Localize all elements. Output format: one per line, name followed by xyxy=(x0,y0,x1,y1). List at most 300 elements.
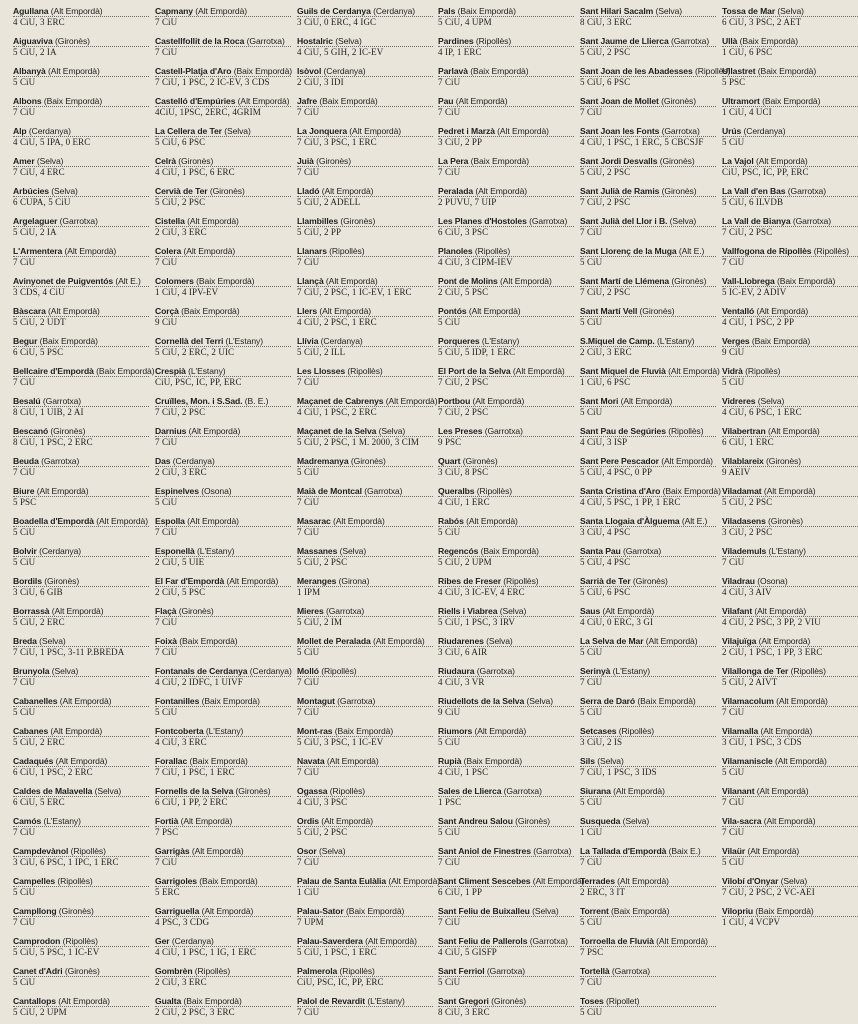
municipality-heading xyxy=(580,336,716,347)
municipality-heading xyxy=(13,246,149,257)
seat-results: 5 CiU, 2 ILL xyxy=(297,347,346,357)
municipality-entry xyxy=(13,514,149,544)
municipality-heading xyxy=(297,336,433,347)
municipality-name: Das xyxy=(155,456,171,466)
municipality-heading xyxy=(155,486,291,497)
municipality-name: Serra de Daró xyxy=(580,696,636,706)
municipality-entry xyxy=(722,94,858,124)
comarca-label: (Garrotxa) xyxy=(670,36,710,46)
municipality-name: Viladamat xyxy=(722,486,762,496)
comarca-label: (Alt Empordà) xyxy=(59,696,112,706)
municipality-name: Sant Pau de Segúries xyxy=(580,426,666,436)
municipality-name: Mieres xyxy=(297,606,324,616)
municipality-name: Castellfollit de la Roca xyxy=(155,36,245,46)
comarca-label: (Garrotxa) xyxy=(246,36,285,46)
municipality-entry xyxy=(155,334,291,364)
municipality-name: Tossa de Mar xyxy=(722,6,776,16)
municipality-heading xyxy=(580,276,716,287)
municipality-entry xyxy=(297,664,433,694)
municipality-name: Sant Jaume de Llierca xyxy=(580,36,669,46)
municipality-entry xyxy=(580,154,716,184)
municipality-entry xyxy=(722,64,858,94)
municipality-name: El Port de la Selva xyxy=(438,366,511,376)
municipality-heading xyxy=(722,426,858,437)
seat-results: 5 CiU, 2 UPM xyxy=(438,557,492,567)
comarca-label: (Gironès) xyxy=(491,996,527,1006)
seat-results: 7 CiU xyxy=(722,557,745,567)
comarca-label: (Gironès) xyxy=(462,456,498,466)
municipality-heading xyxy=(438,126,574,137)
seat-results: 7 CiU xyxy=(438,77,461,87)
seat-results: 4 CiU, 3 ERC xyxy=(13,17,65,27)
comarca-label: (Selva) xyxy=(378,426,406,436)
municipality-name: Boadella d'Empordà xyxy=(13,516,94,526)
municipality-name: Fornells de la Selva xyxy=(155,786,234,796)
municipality-entry xyxy=(580,64,731,94)
comarca-label: (Baix E.) xyxy=(668,846,701,856)
municipality-name: Massanes xyxy=(297,546,338,556)
municipality-heading xyxy=(438,6,574,17)
municipality-name: Fontanilles xyxy=(155,696,200,706)
municipality-entry xyxy=(580,334,716,364)
municipality-name: Parlavà xyxy=(438,66,468,76)
municipality-name: Camprodon xyxy=(13,936,61,946)
municipality-name: La Pera xyxy=(438,156,469,166)
comarca-label: (Alt Empordà) xyxy=(500,276,552,286)
municipality-heading xyxy=(722,6,858,17)
comarca-label: (Cerdanya) xyxy=(320,336,363,346)
comarca-label: (Gironès) xyxy=(58,906,94,916)
municipality-heading xyxy=(438,186,574,197)
municipality-heading xyxy=(155,966,291,977)
municipality-name: Ribes de Freser xyxy=(438,576,501,586)
seat-results: 5 CiU xyxy=(438,317,461,327)
seat-results: 5 CiU, 2 PP xyxy=(297,227,342,237)
municipality-entry xyxy=(438,784,574,814)
municipality-name: Cervià de Ter xyxy=(155,186,208,196)
municipality-name: Vilamaniscle xyxy=(722,756,773,766)
municipality-name: Santa Pau xyxy=(580,546,621,556)
comarca-label: (Ripollès) xyxy=(329,246,365,256)
comarca-label: (Baix Empordà) xyxy=(637,696,696,706)
seat-results: 4 CiU, 3 ISP xyxy=(580,437,628,447)
municipality-heading xyxy=(580,576,716,587)
comarca-label: (Alt Empordà) xyxy=(187,216,239,226)
municipality-entry xyxy=(155,904,291,934)
comarca-label: (Alt Empordà) xyxy=(775,756,827,766)
municipality-entry xyxy=(297,154,433,184)
municipality-entry xyxy=(297,964,433,994)
municipality-name: Quart xyxy=(438,456,461,466)
comarca-label: (Selva) xyxy=(532,906,559,916)
seat-results: 6 CiU, 3 PSC xyxy=(438,227,489,237)
municipality-name: Saus xyxy=(580,606,601,616)
municipality-heading xyxy=(13,906,149,917)
municipality-heading xyxy=(155,696,291,707)
seat-results: 7 CiU xyxy=(297,377,320,387)
comarca-label: (Alt Empordà) xyxy=(388,876,441,886)
municipality-entry xyxy=(13,274,149,304)
seat-results: 7 CiU xyxy=(297,497,320,507)
municipality-heading xyxy=(722,666,858,677)
municipality-heading xyxy=(13,726,149,737)
municipality-heading xyxy=(438,876,585,887)
comarca-label: (Alt Empordà) xyxy=(321,186,374,196)
municipality-name: Pals xyxy=(438,6,456,16)
municipality-entry xyxy=(722,304,858,334)
municipality-name: La Vall de Bianya xyxy=(722,216,791,226)
comarca-label: (Alt Empordà) xyxy=(455,96,508,106)
municipality-heading xyxy=(580,996,716,1007)
municipality-name: Susqueda xyxy=(580,816,621,826)
comarca-label: (Alt Empordà) xyxy=(180,816,233,826)
municipality-entry xyxy=(580,904,716,934)
municipality-name: Vilablareix xyxy=(722,456,764,466)
comarca-label: (Alt E.) xyxy=(115,276,141,286)
comarca-label: (Gironès) xyxy=(661,96,697,106)
municipality-name: Ordis xyxy=(297,816,319,826)
municipality-entry xyxy=(722,124,858,154)
municipality-heading xyxy=(438,96,574,107)
seat-results: 1 CiU, 6 PSC xyxy=(580,377,631,387)
municipality-heading xyxy=(580,36,716,47)
comarca-label: (Alt Empordà) xyxy=(326,756,379,766)
seat-results: 7 CiU xyxy=(580,107,603,117)
seat-results: 7 CiU xyxy=(438,107,461,117)
municipality-name: Albanyà xyxy=(13,66,46,76)
seat-results: 5 CiU, 6 PSC xyxy=(580,587,631,597)
comarca-label: (Gironès) xyxy=(659,156,695,166)
municipality-entry xyxy=(438,154,574,184)
municipality-entry xyxy=(155,724,291,754)
seat-results: 5 CiU, 5 PSC, 1 IC-EV xyxy=(13,947,100,957)
municipality-entry xyxy=(580,214,716,244)
municipality-entry xyxy=(438,4,574,34)
municipality-entry xyxy=(13,814,149,844)
comarca-label: (Alt Empordà) xyxy=(620,396,673,406)
comarca-label: (Alt Empordà) xyxy=(64,246,117,256)
municipality-entry xyxy=(580,4,716,34)
seat-results: 5 CiU xyxy=(13,557,36,567)
municipality-entry xyxy=(580,604,716,634)
comarca-label: (Gironès) xyxy=(632,576,668,586)
municipality-heading xyxy=(722,36,858,47)
municipality-heading xyxy=(438,786,574,797)
municipality-heading xyxy=(155,786,291,797)
municipality-name: Espolla xyxy=(155,516,185,526)
comarca-label: (Ripollès) xyxy=(57,876,93,886)
municipality-name: Vilaür xyxy=(722,846,746,856)
municipality-name: Biure xyxy=(13,486,35,496)
municipality-entry xyxy=(155,844,291,874)
municipality-name: Setcases xyxy=(580,726,617,736)
municipality-name: Queralbs xyxy=(438,486,475,496)
seat-results: 6 CiU, 1 ERC xyxy=(722,437,774,447)
comarca-label: (Baix Empordà) xyxy=(662,486,721,496)
comarca-label: (Alt Empordà) xyxy=(776,696,828,706)
municipality-name: Hostalric xyxy=(297,36,333,46)
municipality-heading xyxy=(580,426,716,437)
comarca-label: (L'Estany) xyxy=(481,336,520,346)
comarca-label: (Alt Empordà) xyxy=(36,486,89,496)
municipality-heading xyxy=(13,336,149,347)
municipality-name: Alp xyxy=(13,126,27,136)
municipality-entry xyxy=(155,124,291,154)
comarca-label: (Ripollès) xyxy=(668,426,704,436)
seat-results: 5 CiU, 2 ERC xyxy=(13,617,65,627)
comarca-label: (L'Estany) xyxy=(43,816,81,826)
seat-results: 7 CiU xyxy=(580,227,603,237)
municipality-entry xyxy=(155,514,291,544)
municipality-heading xyxy=(155,906,291,917)
seat-results: 2 CiU, 2 PSC, 3 ERC xyxy=(155,1007,235,1017)
municipality-entry xyxy=(13,244,149,274)
seat-results: 5 CiU xyxy=(13,77,36,87)
comarca-label: (Ripollès) xyxy=(194,966,231,976)
seat-results: 7 CiU, 2 PSC, 1 IC-EV, 1 ERC xyxy=(297,287,412,297)
municipality-name: Terrades xyxy=(580,876,615,886)
seat-results: 6 CiU, 3 PSC, 2 AET xyxy=(722,17,802,27)
comarca-label: (Selva) xyxy=(339,546,367,556)
municipality-heading xyxy=(722,636,858,647)
municipality-name: Portbou xyxy=(438,396,471,406)
seat-results: 4 CiU, 5 PSC, 1 PP, 1 ERC xyxy=(580,497,681,507)
municipality-name: Brunyola xyxy=(13,666,50,676)
municipality-entry xyxy=(13,754,149,784)
seat-results: 7 CiU xyxy=(13,677,36,687)
comarca-label: (Selva) xyxy=(655,6,683,16)
municipality-heading xyxy=(438,846,574,857)
comarca-label: (Ripollès) xyxy=(339,966,375,976)
comarca-label: (Garrotxa) xyxy=(529,936,568,946)
municipality-heading xyxy=(297,486,433,497)
seat-results: 3 CiU, 6 PSC, 1 IPC, 1 ERC xyxy=(13,857,119,867)
municipality-entry xyxy=(13,364,155,394)
municipality-entry xyxy=(297,184,433,214)
municipality-heading xyxy=(438,276,574,287)
municipality-entry xyxy=(722,274,858,304)
comarca-label: (Ripollès) xyxy=(329,786,366,796)
seat-results: 3 CiU, 8 PSC xyxy=(438,467,489,477)
municipality-entry xyxy=(297,454,433,484)
municipality-entry xyxy=(722,814,858,844)
municipality-entry xyxy=(155,664,291,694)
municipality-heading xyxy=(580,906,716,917)
municipality-heading xyxy=(722,906,858,917)
seat-results: 7 CiU xyxy=(13,827,36,837)
municipality-heading xyxy=(438,306,574,317)
municipality-heading xyxy=(297,906,433,917)
municipality-name: Begur xyxy=(13,336,38,346)
municipality-entry xyxy=(13,94,149,124)
municipality-name: Camós xyxy=(13,816,42,826)
municipality-entry xyxy=(580,934,716,964)
municipality-entry xyxy=(155,184,291,214)
comarca-label: (Baix Empordà) xyxy=(757,66,817,76)
comarca-label: (Gironès) xyxy=(178,156,214,166)
municipality-entry xyxy=(580,184,716,214)
seat-results: 7 CiU, 2 PSC xyxy=(155,407,206,417)
municipality-entry xyxy=(722,604,858,634)
municipality-entry xyxy=(13,394,149,424)
municipality-name: Pedret i Marzà xyxy=(438,126,495,136)
comarca-label: (Alt Empordà) xyxy=(468,306,521,316)
municipality-name: Esponellà xyxy=(155,546,195,556)
municipality-name: Sant Llorenç de la Muga xyxy=(580,246,677,256)
comarca-label: (Cerdanya) xyxy=(39,546,82,556)
municipality-entry xyxy=(13,334,149,364)
seat-results: 1 CiU xyxy=(297,887,320,897)
comarca-label: (L'Estany) xyxy=(225,336,263,346)
comarca-label: (Selva) xyxy=(499,606,527,616)
comarca-label: (Alt Empordà) xyxy=(613,786,665,796)
seat-results: 4CiU, 1PSC, 2ERC, 4GRIM xyxy=(155,107,261,117)
comarca-label: (L'Estany) xyxy=(768,546,806,556)
municipality-heading xyxy=(438,636,574,647)
municipality-entry xyxy=(13,544,149,574)
municipality-heading xyxy=(580,726,716,737)
comarca-label: (Alt Empordà) xyxy=(48,66,100,76)
municipality-heading xyxy=(438,576,574,587)
comarca-label: (Selva) xyxy=(51,186,78,196)
municipality-entry xyxy=(580,754,716,784)
municipality-entry xyxy=(580,874,716,904)
seat-results: 7 UPM xyxy=(297,917,324,927)
municipality-name: Santa Llogaia d'Àlguema xyxy=(580,516,680,526)
municipality-name: Sant Feliu de Pallerols xyxy=(438,936,528,946)
comarca-label: (Alt Empordà) xyxy=(191,846,244,856)
municipality-heading xyxy=(580,216,716,227)
comarca-label: (Alt Empordà) xyxy=(472,396,525,406)
municipality-name: Pontós xyxy=(438,306,467,316)
municipality-name: Bolvir xyxy=(13,546,37,556)
seat-results: 5 CiU, 2 PSC xyxy=(580,167,631,177)
municipality-entry xyxy=(155,814,291,844)
municipality-heading xyxy=(580,306,716,317)
seat-results: 5 CiU xyxy=(13,527,36,537)
municipality-name: Campdevànol xyxy=(13,846,69,856)
municipality-entry xyxy=(13,964,149,994)
municipality-name: Sant Julià del Llor i B. xyxy=(580,216,668,226)
municipality-entry xyxy=(13,784,149,814)
comarca-label: (Selva) xyxy=(777,6,804,16)
comarca-label: (Alt Empordà) xyxy=(50,6,103,16)
comarca-label: (Gironès) xyxy=(639,306,675,316)
municipality-name: Cabanelles xyxy=(13,696,58,706)
comarca-label: (Selva) xyxy=(335,36,362,46)
municipality-entry xyxy=(580,724,716,754)
comarca-label: (Alt Empordà) xyxy=(333,516,385,526)
municipality-name: Sant Feliu de Buixalleu xyxy=(438,906,530,916)
comarca-label: (Alt Empordà) xyxy=(385,396,438,406)
municipality-name: Canet d'Adri xyxy=(13,966,63,976)
municipality-heading xyxy=(580,876,716,887)
seat-results: 7 CiU xyxy=(297,767,320,777)
municipality-heading xyxy=(580,606,716,617)
seat-results: 8 CiU, 3 ERC xyxy=(438,1007,490,1017)
comarca-label: (Ripollès) xyxy=(70,846,106,856)
municipality-name: Vilajuïga xyxy=(722,636,757,646)
municipality-heading xyxy=(580,186,716,197)
comarca-label: (Garrotxa) xyxy=(486,966,526,976)
municipality-name: Mont-ras xyxy=(297,726,333,736)
municipality-heading xyxy=(13,276,149,287)
municipality-entry xyxy=(13,994,149,1024)
comarca-label: (Garrotxa) xyxy=(484,426,523,436)
comarca-label: (Garrotxa) xyxy=(529,216,568,226)
seat-results: 9 CiU xyxy=(155,317,178,327)
municipality-heading xyxy=(155,156,291,167)
municipality-entry xyxy=(438,184,574,214)
seat-results: 4 CiU, 2 PSC, 3 PP, 2 VIU xyxy=(722,617,821,627)
municipality-name: Porqueres xyxy=(438,336,480,346)
municipality-name: Sant Aniol de Finestres xyxy=(438,846,531,856)
municipality-entry xyxy=(438,244,574,274)
municipality-entry xyxy=(438,814,574,844)
seat-results: 8 CiU, 1 PSC, 2 ERC xyxy=(13,437,93,447)
comarca-label: (Selva) xyxy=(36,156,64,166)
municipality-heading xyxy=(438,426,574,437)
municipality-entry xyxy=(297,514,433,544)
municipality-entry xyxy=(297,64,433,94)
municipality-entry xyxy=(722,244,858,274)
municipality-entry xyxy=(13,844,149,874)
municipality-name: Sant Martí de Llémena xyxy=(580,276,670,286)
seat-results: 7 CiU, 1 PSC, 2 IC-EV, 3 CDS xyxy=(155,77,270,87)
municipality-heading xyxy=(722,576,858,587)
municipality-name: Llers xyxy=(297,306,318,316)
seat-results: 5 CiU xyxy=(297,647,320,657)
municipality-name: S.Miquel de Camp. xyxy=(580,336,655,346)
results-column-4 xyxy=(438,4,585,1024)
municipality-entry xyxy=(155,364,291,394)
municipality-entry xyxy=(722,904,858,934)
municipality-heading xyxy=(722,456,858,467)
municipality-name: Les Llosses xyxy=(297,366,346,376)
municipality-entry xyxy=(438,604,574,634)
municipality-name: L'Armentera xyxy=(13,246,63,256)
seat-results: 7 CiU xyxy=(438,917,461,927)
comarca-label: (B. E.) xyxy=(244,396,269,406)
seat-results: 6 CiU, 1 PP xyxy=(438,887,483,897)
comarca-label: (Alt Empordà) xyxy=(756,306,809,316)
seat-results: 2 ERC, 3 IT xyxy=(580,887,626,897)
municipality-name: Sant Martí Vell xyxy=(580,306,638,316)
municipality-entry xyxy=(13,154,149,184)
comarca-label: (L'Estany) xyxy=(612,666,651,676)
municipality-heading xyxy=(297,516,433,527)
comarca-label: (Baix Empordà) xyxy=(334,726,394,736)
comarca-label: (Alt Empordà) xyxy=(188,426,241,436)
seat-results: 7 PSC xyxy=(580,947,604,957)
comarca-label: (Garrotxa) xyxy=(503,786,542,796)
municipality-entry xyxy=(722,574,858,604)
municipality-heading xyxy=(438,396,574,407)
municipality-name: Tortellà xyxy=(580,966,610,976)
municipality-name: Viladasens xyxy=(722,516,766,526)
municipality-entry xyxy=(722,484,858,514)
municipality-entry xyxy=(155,454,291,484)
seat-results: 8 CiU, 3 ERC xyxy=(580,17,632,27)
municipality-name: La Jonquera xyxy=(297,126,347,136)
comarca-label: (Selva) xyxy=(669,216,697,226)
municipality-name: Llambilles xyxy=(297,216,339,226)
municipality-entry xyxy=(580,694,716,724)
comarca-label: (Gironès) xyxy=(209,186,245,196)
municipality-heading xyxy=(438,966,574,977)
municipality-name: Vilobí d'Onyar xyxy=(722,876,779,886)
seat-results: 5 CiU, 6 PSC xyxy=(580,77,631,87)
